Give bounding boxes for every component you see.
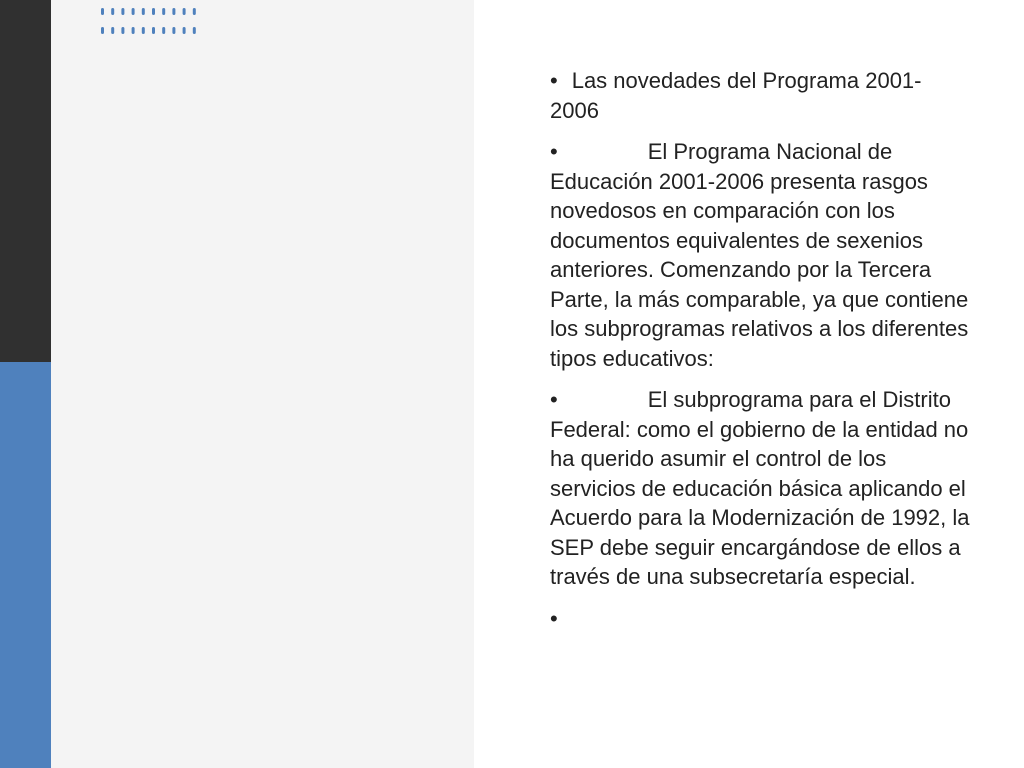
decorative-dot (101, 27, 104, 34)
decorative-dot (152, 27, 155, 34)
left-accent-bar-dark (0, 0, 51, 362)
decorative-dot (172, 8, 175, 15)
decorative-dot (193, 27, 196, 34)
decorative-dot (162, 27, 165, 34)
decorative-dot (172, 27, 175, 34)
paragraph-1 (550, 66, 970, 125)
decorative-dot (111, 8, 114, 15)
decorative-dot (152, 8, 155, 15)
bullet-marker: • (550, 605, 558, 631)
decorative-dot (183, 8, 186, 15)
paragraph-1-text: Las novedades del Programa 2001-2006 (550, 68, 922, 123)
paragraph-3 (550, 385, 970, 592)
dot-pattern-decoration (100, 6, 210, 36)
bullet-marker: • (550, 68, 558, 93)
left-gray-panel (51, 0, 474, 768)
left-accent-bar-blue (0, 362, 51, 768)
bullet-marker: • (550, 387, 558, 412)
decorative-dot (132, 27, 135, 34)
slide-body-text (550, 66, 970, 645)
bullet-marker: • (550, 139, 558, 164)
decorative-dot (132, 8, 135, 15)
paragraph-3-text: El subprograma para el Distrito Federal: como el gobierno de la entidad no ha querido asumir el control de los servicios de educación básica aplicando el Acuerdo para la Modernización de 1992, la SEP debe seguir encargándose de ellos a través de una subsecretaría especial. (550, 387, 970, 589)
decorative-dot (162, 8, 165, 15)
decorative-dot (121, 27, 124, 34)
paragraph-4 (550, 604, 970, 634)
decorative-dot (121, 8, 124, 15)
paragraph-2 (550, 137, 970, 373)
decorative-dot (101, 8, 104, 15)
decorative-dot (142, 27, 145, 34)
decorative-dot (142, 8, 145, 15)
decorative-dot (183, 27, 186, 34)
decorative-dot (111, 27, 114, 34)
paragraph-2-text: El Programa Nacional de Educación 2001-2006 presenta rasgos novedosos en comparación con los documentos equivalentes de sexenios anteriores. Comenzando por la Tercera Parte, la más comparable, ya que contiene los subprogramas relativos a los diferentes tipos educativos: (550, 139, 969, 371)
decorative-dot (193, 8, 196, 15)
